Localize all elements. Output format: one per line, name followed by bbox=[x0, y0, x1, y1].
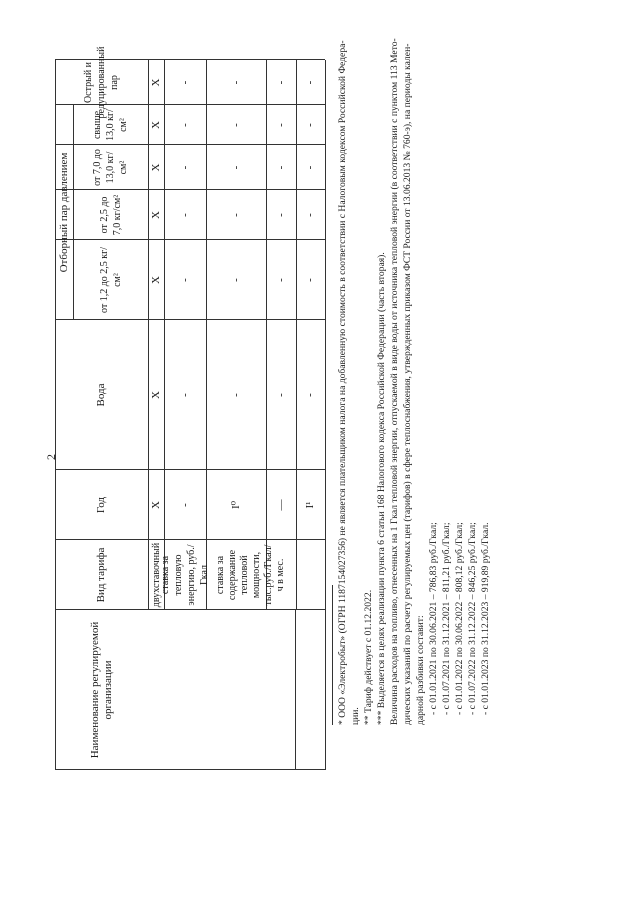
steam3-row-3: - bbox=[229, 165, 242, 170]
steam3-row-4: - bbox=[274, 165, 287, 170]
steam4-row-4: - bbox=[274, 123, 287, 127]
steam1-row-1: X bbox=[149, 276, 162, 284]
period-line: - с 01.01.2022 по 30.06.2022 – 808,12 руб./Гкал; bbox=[454, 522, 465, 715]
steam1-row-2: - bbox=[178, 278, 191, 282]
water-row-4: - bbox=[274, 393, 287, 397]
water-row-3: - bbox=[229, 393, 242, 397]
footnote-line: ** Тариф действует с 01.12.2022. bbox=[363, 589, 374, 725]
sharp-row-2: - bbox=[178, 80, 191, 85]
water-row-2: - bbox=[178, 393, 191, 397]
footnote-line: Величина расходов на топливо, отнесенных на 1 Гкал тепловой энергии, отпускаемой в виде воды от источника тепловой энергии (в соответствии с пунктом 113 Мето- bbox=[389, 38, 400, 725]
table-row-line bbox=[295, 610, 296, 770]
header-steam-4: свыше 13,0 кг/см² bbox=[92, 109, 129, 141]
year-row-2: - bbox=[178, 503, 191, 507]
footnote-line: ции. bbox=[350, 707, 361, 725]
tariff-two-part: двухставочный bbox=[150, 542, 162, 608]
tariff-table bbox=[55, 46, 325, 770]
steam4-row-2: - bbox=[178, 123, 191, 127]
header-steam-1: от 1,2 до 2,5 кг/см² bbox=[98, 246, 123, 314]
steam3-row-1: X bbox=[149, 163, 162, 172]
sharp-row-1: X bbox=[149, 78, 162, 87]
period-line: - с 01.07.2021 по 31.12.2021 – 811,21 руб./Гкал; bbox=[441, 522, 452, 715]
header-steam-3: от 7,0 до 13,0 кг/см² bbox=[92, 149, 129, 186]
steam4-row-1: X bbox=[149, 121, 162, 129]
year-row-4: — bbox=[274, 499, 287, 511]
header-steam-group: Отборный пар давлением bbox=[57, 152, 70, 273]
steam2-row-2: - bbox=[178, 213, 191, 217]
steam2-row-4: - bbox=[274, 213, 287, 217]
period-line: - с 01.01.2021 по 30.06.2021 – 786,83 руб./Гкал; bbox=[428, 522, 439, 715]
footnote-line: * ООО «Электробыт» (ОГРН 1187154027356) не является плательщиком налога на добавленную стоимость в соответствии с Налоговым кодексом Российской Федера- bbox=[337, 40, 348, 725]
sharp-row-5: - bbox=[304, 80, 316, 85]
year-row-1: X bbox=[149, 501, 162, 509]
steam1-row-4: - bbox=[274, 278, 287, 282]
header-sharp-steam: Острый и редуцированный пар bbox=[83, 46, 120, 119]
steam4-row-5: - bbox=[304, 123, 316, 127]
steam2-row-1: X bbox=[149, 211, 162, 219]
sharp-row-4: - bbox=[274, 80, 287, 85]
header-steam-2: от 2,5 до 7,0 кг/см² bbox=[98, 194, 123, 236]
header-org: Наименование регулируемой организации bbox=[88, 621, 114, 759]
water-row-5: - bbox=[304, 393, 316, 397]
footnote-line: дарной разбивки составит: bbox=[415, 615, 426, 725]
period-line: - с 01.01.2023 по 31.12.2023 – 919,89 руб./Гкал. bbox=[480, 522, 491, 715]
tariff-energy-rate: ставка за тепловую энергию, руб./Гкал bbox=[160, 544, 210, 606]
year-row-3: I⁰ bbox=[229, 500, 242, 510]
steam3-row-2: - bbox=[178, 165, 191, 170]
steam2-row-3: - bbox=[229, 213, 242, 217]
header-year: Год bbox=[95, 496, 107, 514]
steam1-row-3: - bbox=[229, 278, 242, 282]
footnote-line: дических указаний по расчету регулируемых цен (тарифов) в сфере теплоснабжения, утвержденных приказом ФСТ России от 13.06.2013 № 760-э), на периоды кален- bbox=[402, 43, 413, 725]
steam3-row-5: - bbox=[304, 165, 316, 170]
steam2-row-5: - bbox=[304, 213, 316, 217]
steam1-row-5: - bbox=[304, 278, 316, 282]
water-row-1: X bbox=[149, 391, 162, 399]
header-tariff-type: Вид тарифа bbox=[95, 547, 107, 603]
tariff-capacity-rate: ставка за содержание тепловой мощности, тыс.руб./Гкал/ч в мес. bbox=[215, 544, 286, 606]
sharp-row-3: - bbox=[229, 80, 242, 85]
page-number: 2 bbox=[44, 454, 58, 460]
header-water: Вода bbox=[95, 383, 107, 407]
period-line: - с 01.07.2022 по 31.12.2022 – 846,25 руб./Гкал; bbox=[467, 522, 478, 715]
steam4-row-3: - bbox=[229, 123, 242, 127]
footnote-line: *** Выделяется в целях реализации пункта 6 статьи 168 Налогового кодекса Российской Федерации (часть вторая). bbox=[376, 252, 387, 725]
footnotes bbox=[332, 25, 492, 725]
footnote-separator bbox=[332, 585, 333, 725]
year-row-5: I¹ bbox=[304, 501, 316, 509]
table-border-bottom bbox=[325, 60, 326, 770]
